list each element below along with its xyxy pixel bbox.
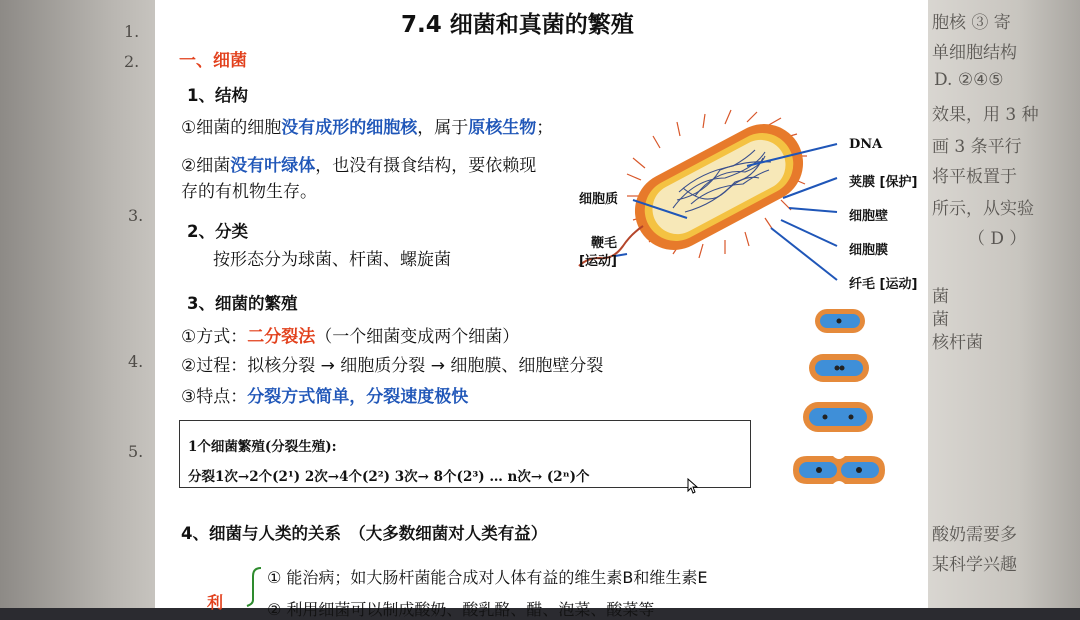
highlight-no-nucleus: 没有成形的细胞核 [281,118,418,138]
text: ，属于 [417,118,469,138]
reproduction-feature [181,382,468,407]
bg-right-line: 画 3 条平行 [932,137,1022,157]
slide-page [155,0,928,619]
label-cell-membrane: 细胞膜 [849,243,889,258]
label-pili: 纤毛 [运动] [849,277,918,292]
fission-count-box [179,420,751,488]
heading-structure: 1、结构 [187,86,248,105]
structure-line-3: 存的有机物生存。 [181,182,317,202]
bg-right-line: 核杆菌 [932,333,983,353]
bg-right-line: （ D ） [968,229,1027,249]
bg-left-line: 4. [128,352,144,371]
section-heading-bacteria: 一、细菌 [179,51,247,71]
bg-right-line: 胞核 ③ 寄 [932,13,1011,33]
text: ②细菌 [181,156,231,176]
text: ，也没有摄食结构，要依赖现 [315,156,537,176]
heading-relation: 4、细菌与人类的关系 （大多数细菌对人类有益） [181,524,548,543]
reproduction-process: ②过程：拟核分裂 → 细胞质分裂 → 细胞膜、细胞壁分裂 [181,356,604,376]
highlight-no-chloroplast: 没有叶绿体 [230,156,316,176]
brace-icon [243,564,263,608]
box-line-1: 1个细菌繁殖(分裂生殖): [188,439,337,455]
background-left-page [0,0,160,608]
bg-right-line: 单细胞结构 [932,43,1017,63]
box-line-2: 分裂1次→2个(2¹) 2次→4个(2²) 3次→ 8个(2³) … n次→ (2ⁿ)个 [188,469,590,485]
binary-fission-diagram [785,306,895,496]
mouse-cursor-icon [687,478,699,494]
structure-line-1 [181,113,553,138]
heading-classify: 2、分类 [187,222,248,241]
text: ①细菌的细胞 [181,118,282,138]
label-flagellum-function: [运动] [579,254,617,269]
classify-text: 按形态分为球菌、杆菌、螺旋菌 [213,250,451,270]
bg-right-line: 菌 [932,310,949,330]
bg-left-line: 1. [124,22,140,41]
highlight-feature: 分裂方式简单，分裂速度极快 [247,387,469,407]
text: ； [536,118,554,138]
label-capsule: 荚膜 [保护] [849,175,918,190]
heading-reproduction: 3、细菌的繁殖 [187,294,298,313]
fission-step-4 [793,456,885,484]
label-cytoplasm: 细胞质 [579,192,619,207]
highlight-binary-fission: 二分裂法 [247,327,316,347]
text: ③特点： [181,387,248,407]
bg-right-line: 酸奶需要多 [932,525,1017,545]
label-flagellum: 鞭毛 [591,236,618,251]
text: （一个细菌变成两个细菌） [315,327,520,347]
page-title: 7.4 细菌和真菌的繁殖 [401,12,634,38]
background-right-page [928,0,1080,608]
fission-step-2 [809,354,869,382]
text: ①方式： [181,327,248,347]
reproduction-way [181,322,519,347]
benefit-line-2: ② 利用细菌可以制成酸奶、酸乳酪、醋、泡菜、酸菜等 [267,600,655,619]
bg-right-line: 所示，从实验 [932,199,1034,219]
label-dna: DNA [849,137,883,152]
label-cell-wall: 细胞壁 [849,209,889,224]
fission-step-1 [815,309,865,333]
bg-left-line: 3. [128,206,144,225]
highlight-prokaryote: 原核生物 [468,118,537,138]
bg-left-line: 2. [124,52,140,71]
bg-right-line: 将平板置于 [932,167,1017,187]
bg-right-line: 菌 [932,287,949,307]
bg-right-line: 某科学兴趣 [932,555,1017,575]
benefit-side-label: 利 [207,593,224,612]
benefit-line-1: ① 能治病；如大肠杆菌能合成对人体有益的维生素B和维生素E [267,568,708,587]
bg-right-line: 效果，用 3 种 [932,105,1039,125]
bg-right-line: D. ②④⑤ [934,70,1004,90]
structure-line-2 [181,151,536,176]
bg-left-line: 5. [128,442,144,461]
fission-step-3 [803,402,873,432]
